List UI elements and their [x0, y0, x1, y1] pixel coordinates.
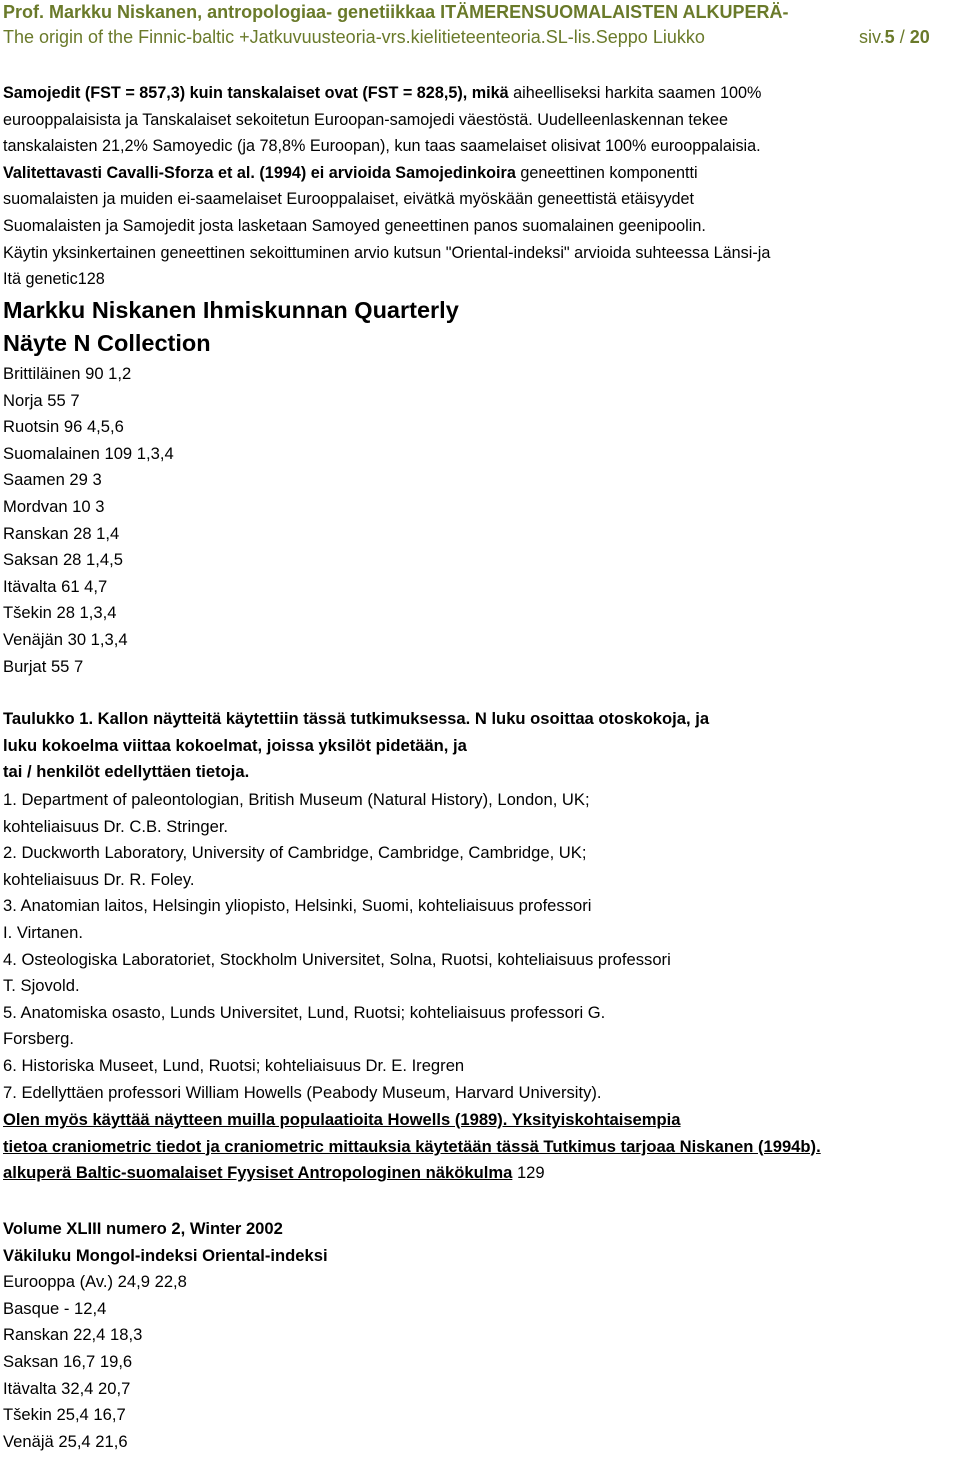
underlined-note	[3, 1107, 958, 1187]
note-line	[3, 1107, 958, 1134]
note-underlined-text: Olen myös käyttää näytteen muilla populaatioita Howells (1989). Yksityiskohtaisempia	[3, 1110, 681, 1129]
source-line: 2. Duckworth Laboratory, University of Cambridge, Cambridge, Cambridge, UK;	[3, 843, 587, 863]
sample-row: Ranskan 28 1,4	[3, 523, 120, 543]
intro-bold-text: (1994) ei arvioida Samojedinkoira	[254, 163, 516, 182]
note-page-ref: 129	[512, 1163, 545, 1183]
sample-row: Burjat 55 7	[3, 656, 84, 676]
intro-bold-text: Samojedit (FST = 857,3) kuin tanskalaiset ovat (FST = 828,5), mikä	[3, 84, 509, 102]
sample-row: Saksan 28 1,4,5	[3, 550, 123, 570]
page-prefix: siv.	[859, 27, 885, 47]
note-underlined-text: alkuperä Baltic-suomalaiset Fyysiset Antropologinen näkökulma	[3, 1163, 513, 1183]
caption-line: Taulukko 1. Kallon näytteitä käytettiin tässä tutkimuksessa. N luku osoittaa otoskokoja, ja	[3, 709, 710, 728]
source-line: kohteliaisuus Dr. C.B. Stringer.	[3, 816, 229, 836]
source-line: T. Sjovold.	[3, 976, 80, 996]
section-subtitle: Näyte N Collection	[3, 330, 211, 356]
table-caption	[3, 706, 958, 786]
sample-row: Venäjän 30 1,3,4	[3, 629, 128, 649]
section-title: Markku Niskanen Ihmiskunnan Quarterly	[3, 297, 459, 323]
index-table-row: Tšekin 25,4 16,7	[3, 1405, 126, 1425]
source-line: I. Virtanen.	[3, 922, 83, 942]
caption-line: luku kokoelma viittaa kokoelmat, joissa yksilöt pidetään, ja	[3, 735, 467, 755]
source-line: 5. Anatomiska osasto, Lunds Universitet, Lund, Ruotsi; kohteliaisuus professori G.	[3, 1002, 606, 1022]
page-separator: /	[894, 27, 910, 47]
note-line	[3, 1134, 958, 1161]
intro-line: Itä genetic128	[3, 270, 105, 289]
source-line: 4. Osteologiska Laboratoriet, Stockholm Universitet, Solna, Ruotsi, kohteliaisuus professori	[3, 949, 671, 969]
sample-row: Ruotsin 96 4,5,6	[3, 417, 124, 437]
index-table-header: Väkiluku Mongol-indeksi Oriental-indeksi	[3, 1245, 328, 1265]
note-line	[3, 1160, 958, 1187]
intro-line: tanskalaisten 21,2% Samoyedic (ja 78,8% Euroopan), kun taas saamelaiset olisivat 100% eurooppalaisia.	[3, 137, 761, 156]
source-line: 1. Department of paleontologian, British Museum (Natural History), London, UK;	[3, 790, 590, 809]
intro-line: Käytin yksinkertainen geneettinen sekoittuminen arvio kutsun "Oriental-indeksi" arvioida suhteessa Länsi-ja	[3, 243, 771, 262]
intro-paragraph	[3, 80, 958, 293]
intro-text: aiheelliseksi harkita saamen 100%	[508, 84, 762, 102]
source-list	[3, 787, 958, 1106]
index-table-row: Saksan 16,7 19,6	[3, 1351, 133, 1371]
source-line: Forsberg.	[3, 1029, 75, 1049]
index-table-row: Eurooppa (Av.) 24,9 22,8	[3, 1272, 187, 1292]
running-header-subtitle	[3, 27, 953, 48]
index-table-row: Itävalta 32,4 20,7	[3, 1378, 131, 1398]
sample-row: Itävalta 61 4,7	[3, 576, 108, 596]
sample-row: Norja 55 7	[3, 390, 80, 410]
intro-text: geneettinen komponentti	[515, 163, 698, 182]
source-line: 3. Anatomian laitos, Helsingin yliopisto, Helsinki, Suomi, kohteliaisuus professori	[3, 896, 592, 916]
section-heading-block	[3, 294, 958, 360]
running-header-origin: The origin of the Finnic-baltic +Jatkuvuusteoria-vrs.kielitieteenteoria.SL-lis.Seppo Liukko	[3, 27, 705, 47]
source-line: 6. Historiska Museet, Lund, Ruotsi; kohteliaisuus Dr. E. Iregren	[3, 1055, 465, 1075]
sample-list	[3, 361, 958, 680]
intro-bold-text: Valitettavasti Cavalli-Sforza et al.	[3, 163, 255, 182]
page-number	[859, 27, 930, 48]
intro-line: eurooppalaisista ja Tanskalaiset sekoitetun Euroopan-samojedi väestöstä. Uudelleenlaskennan tekee	[3, 110, 729, 129]
intro-line: Suomalaisten ja Samojedit josta lasketaan Samoyed geneettinen panos suomalainen geenipoolin.	[3, 216, 706, 235]
page-current: 5	[884, 27, 895, 47]
index-table-row: Basque - 12,4	[3, 1298, 107, 1318]
sample-row: Tšekin 28 1,3,4	[3, 603, 117, 623]
source-line: 7. Edellyttäen professori William Howells (Peabody Museum, Harvard University).	[3, 1082, 602, 1102]
sample-row: Suomalainen 109 1,3,4	[3, 443, 174, 463]
intro-line	[3, 80, 958, 107]
intro-line: suomalaisten ja muiden ei-saamelaiset Eurooppalaiset, eivätkä myöskään geneettistä etäisyydet	[3, 190, 695, 209]
index-table-row: Ranskan 22,4 18,3	[3, 1325, 143, 1345]
running-header-title: Prof. Markku Niskanen, antropologiaa- genetiikkaa ITÄMERENSUOMALAISTEN ALKUPERÄ-	[3, 2, 789, 22]
intro-line	[3, 160, 958, 187]
caption-line: tai / henkilöt edellyttäen tietoja.	[3, 762, 250, 782]
index-table-row: Venäjä 25,4 21,6	[3, 1431, 128, 1451]
sample-row: Saamen 29 3	[3, 470, 102, 490]
index-table-block	[3, 1216, 958, 1455]
source-line: kohteliaisuus Dr. R. Foley.	[3, 869, 195, 889]
volume-line: Volume XLIII numero 2, Winter 2002	[3, 1219, 283, 1238]
page-total: 20	[909, 27, 930, 47]
note-underlined-text: tietoa craniometric tiedot ja craniometric mittauksia käytetään tässä Tutkimus tarjoaa Niskanen (1994b).	[3, 1136, 821, 1156]
sample-row: Mordvan 10 3	[3, 496, 105, 516]
sample-row: Brittiläinen 90 1,2	[3, 364, 132, 383]
